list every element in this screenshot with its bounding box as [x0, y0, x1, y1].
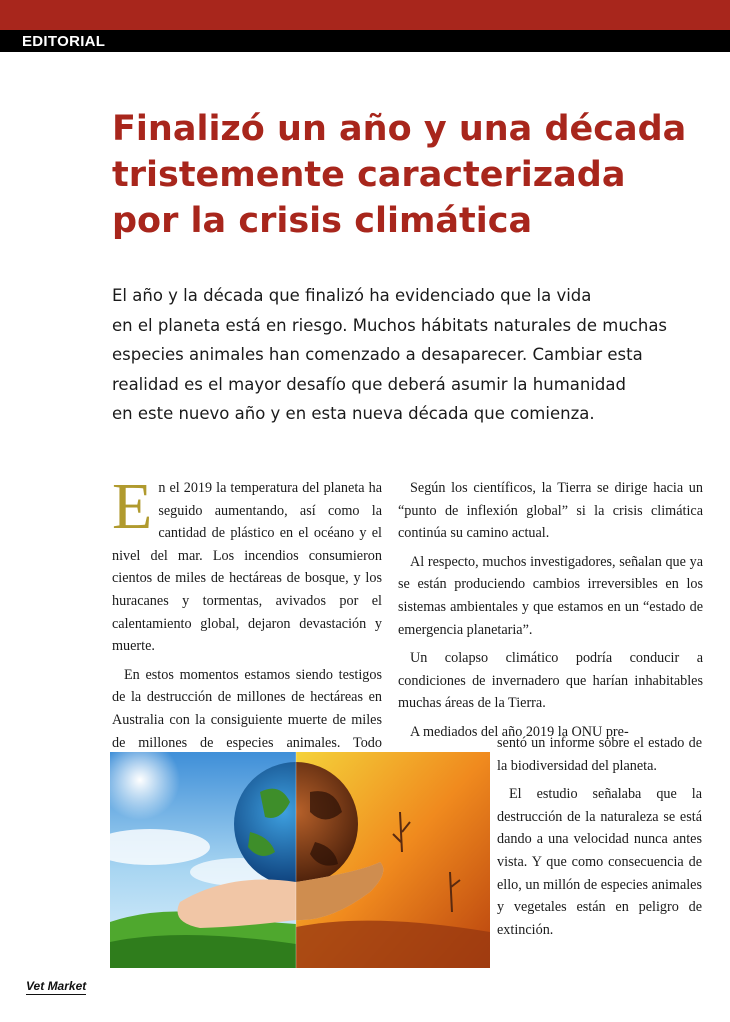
body-column-2	[398, 477, 703, 750]
climate-photo	[110, 752, 490, 968]
body-paragraph: El estudio señalaba que la destrucción de la naturaleza se está dando a una velocidad nunca antes vista. Y que como consecuencia de ello, un millón de especies animales y vegetales están en peligro de extinción.	[497, 786, 702, 938]
article-lead	[112, 281, 672, 429]
article-title: Finalizó un año y una década tristemente caracterizada por la crisis climática	[112, 109, 687, 241]
body-paragraph: En estos momentos estamos siendo testigos de la destrucción de millones de hectáreas en Australia con la consiguiente muerte de miles de millones de especies animales. Todo	[112, 666, 382, 751]
lead-line: en el planeta está en riesgo. Muchos hábitats naturales de muchas	[112, 315, 668, 335]
lead-line: en este nuevo año y en esta nueva década que comienza.	[112, 404, 595, 423]
lead-line: El año y la década que finalizó ha evidenciado que la vida	[112, 286, 592, 305]
footer-brand: Vet Market	[26, 979, 87, 993]
body-paragraph: Según los científicos, la Tierra se dirige hacia un “punto de inflexión global” si la crisis climática continúa su camino actual.	[398, 480, 703, 542]
section-header-bar	[0, 0, 730, 52]
section-label: EDITORIAL	[22, 33, 106, 50]
earth-in-hands-illustration	[110, 752, 490, 968]
lead-line: realidad es el mayor desafío que deberá asumir la humanidad	[112, 374, 626, 394]
body-paragraph: sentó un informe sobre el estado de la biodiversidad del planeta.	[497, 735, 702, 774]
header-strip	[0, 30, 730, 52]
body-column-3	[497, 732, 702, 947]
body-paragraph: Al respecto, muchos investigadores, señalan que ya se están produciendo cambios irreversibles en los sistemas ambientales y que estamos en un “estado de emergencia planetaria”.	[398, 553, 703, 638]
body-column-1	[112, 470, 382, 783]
body-paragraph: A mediados del año 2019 la ONU pre-	[410, 723, 629, 740]
paragraph-text: n el 2019 la temperatura del planeta ha seguido aumentando, así como la cantidad de plástico en el océano y el nivel del mar. Los incendios consumieron cientos de miles de hectáreas de bosque, y los huracanes y tormentas, avivados por el calentamiento global, dejaron devastación y muerte.	[112, 480, 382, 655]
lead-line: especies animales han comenzado a desaparecer. Cambiar esta	[112, 345, 643, 364]
body-paragraph	[112, 470, 382, 658]
drop-cap: E	[112, 470, 153, 543]
body-paragraph: Un colapso climático podría conducir a condiciones de invernadero que harían inhabitables muchas áreas de la Tierra.	[398, 650, 703, 712]
